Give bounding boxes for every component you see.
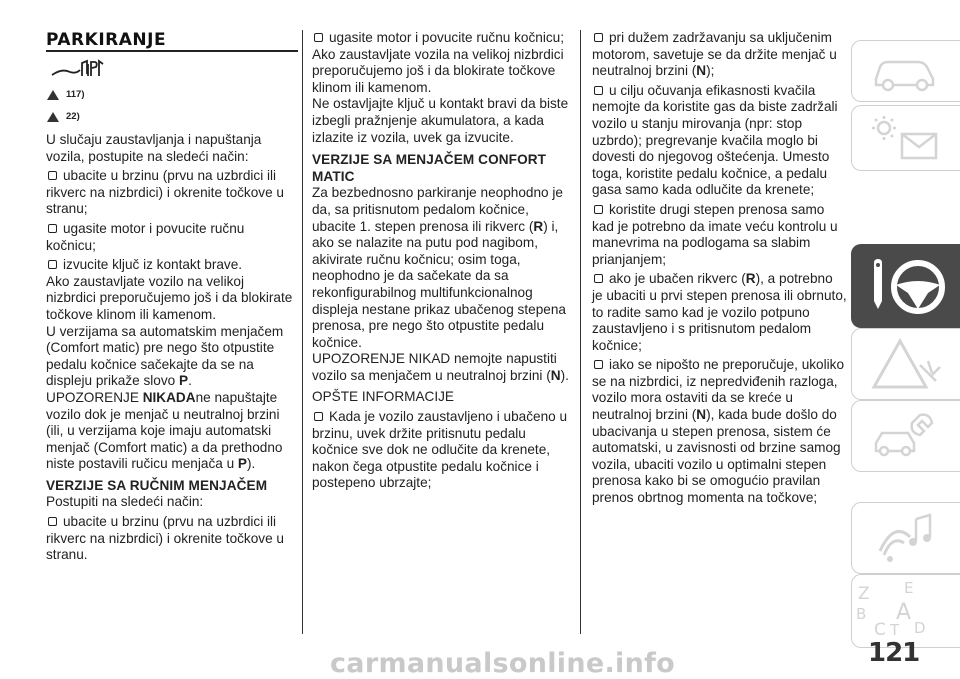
bullet-icon bbox=[594, 205, 603, 214]
parking-icon bbox=[50, 58, 296, 84]
tab-car-overview[interactable] bbox=[851, 40, 960, 102]
bullet-icon bbox=[594, 360, 603, 369]
bullet-icon bbox=[594, 33, 603, 42]
bullet-icon bbox=[594, 274, 603, 283]
list-item: koristite drugi stepen prenosa samo kad je potrebno da imate veću kontrolu u manevrima na podlogama sa slabim prianjanjem; bbox=[592, 201, 838, 267]
svg-text:A: A bbox=[896, 600, 912, 625]
tab-dashboard[interactable] bbox=[851, 105, 960, 171]
list-item: izvucite ključ iz kontakt brave. bbox=[46, 257, 296, 274]
column-2 bbox=[312, 30, 570, 495]
hazard-triangle-icon bbox=[870, 337, 942, 393]
svg-text:T: T bbox=[890, 621, 900, 639]
list-item: ubacite u brzinu (prvu na uzbrdici ili rikverc na nizbrdici) i okrenite točkove u stranu. bbox=[46, 514, 284, 563]
tab-index[interactable] bbox=[851, 574, 960, 648]
column-3 bbox=[592, 30, 847, 510]
paragraph: UPOZORENJE NIKADAne napuštajte vozilo dok je menjač u neutralnoj brzini (ili, u verzijama koje imaju automatski menjač (Comfort matic) a da prethodno niste postavili ručicu menjača u P). bbox=[46, 389, 283, 472]
bullet-icon bbox=[48, 224, 57, 233]
wrench-car-icon bbox=[870, 409, 942, 465]
bullet-icon bbox=[594, 86, 603, 95]
paragraph: U slučaju zaustavljanja i napuštanja vozila, postupite na sledeći način: bbox=[46, 132, 262, 164]
subheading: VERZIJE SA MENJAČEM CONFORT MATIC bbox=[312, 152, 547, 184]
bullet-icon bbox=[48, 171, 57, 180]
svg-text:Z: Z bbox=[858, 584, 870, 604]
paragraph: OPŠTE INFORMACIJE bbox=[312, 389, 454, 405]
caution-ref-number: 22) bbox=[66, 110, 80, 122]
list-item: pri dužem zadržavanju sa uključenim motorom, savetuje se da držite menjač u neutralnoj brzini (N); bbox=[592, 30, 837, 79]
title-underline bbox=[46, 50, 298, 52]
list-item: ugasite motor i povucite ručnu kočnicu; bbox=[46, 220, 245, 253]
list-item: ako je ubačen rikverc (R), a potrebno je ubaciti u prvi stepen prenosa ili obrnuto, to radite samo kad je vozilo potpuno zaustavljeno i s pritisnutom pedalom kočnice; bbox=[592, 271, 847, 353]
list-item: iako se nipošto ne preporučuje, ukoliko se na nizbrdici, iz nepredviđenih razloga, vozilo mora ostaviti da se kreće u neutralnoj brzini (N), kada bude došlo do ubacivanja u stepen prenosa, sistem će automatski, u zavisnosti od brzine samog vozila, ubaciti vozilo u optimalni stepen prenosa kako bi se omogućio pravilan prenos obrtnog momenta na točkove; bbox=[592, 357, 845, 506]
column-1 bbox=[46, 58, 296, 567]
caution-triangle-icon bbox=[46, 111, 60, 123]
caution-reference bbox=[46, 106, 296, 128]
paragraph: U verzijama sa automatskim menjačem (Comfort matic) pre nego što otpustite pedalu kočnice sačekajte da se na displeju prikaže slovo P. bbox=[46, 323, 284, 389]
paragraph: Postupiti na sledeći način: bbox=[46, 494, 204, 510]
tab-maintenance[interactable] bbox=[851, 400, 960, 472]
bullet-icon bbox=[48, 260, 57, 269]
paragraph: Ako zaustavljate vozilo na velikoj nizbrdici preporučujemo još i da blokirate točkove klinom ili kamenom. bbox=[46, 273, 293, 322]
bullet-icon bbox=[314, 33, 323, 42]
list-item: Kada je vozilo zaustavljeno i ubačeno u brzinu, uvek držite pritisnutu pedalu kočnice sve dok ne odlučite da krenete, nakon čega otpustite pedalu kočnice i postepeno ubrzajte; bbox=[312, 409, 568, 491]
tab-emergency[interactable] bbox=[851, 328, 960, 400]
svg-text:D: D bbox=[914, 619, 926, 637]
warning-triangle-icon bbox=[46, 89, 60, 101]
column-divider bbox=[302, 30, 303, 634]
bullet-icon bbox=[314, 412, 323, 421]
watermark: carmanualsonline.info bbox=[330, 648, 676, 679]
dashboard-icon bbox=[870, 114, 942, 164]
car-icon bbox=[870, 49, 940, 93]
section-title: PARKIRANJE bbox=[46, 30, 167, 50]
paragraph: UPOZORENJE NIKAD nemojte napustiti vozilo sa menjačem u neutralnoj brzini (N). bbox=[312, 351, 569, 383]
warning-ref-number: 117) bbox=[66, 88, 85, 100]
list-item: ugasite motor i povucite ručnu kočnicu; bbox=[312, 30, 570, 47]
index-letters-icon bbox=[854, 579, 930, 641]
subheading: VERZIJE SA RUČNIM MENJAČEM bbox=[46, 477, 268, 493]
list-item: ubacite u brzinu (prvu na uzbrdici ili rikverc na nizbrdici) i okrenite točkove u stranu; bbox=[46, 168, 284, 217]
page-number: 121 bbox=[868, 638, 920, 668]
svg-text:C: C bbox=[874, 620, 886, 640]
paragraph: Ako zaustavljate vozila na velikoj nizbrdici preporučujemo još i da blokirate točkove klinom ili kamenom. bbox=[312, 46, 564, 95]
bullet-icon bbox=[48, 517, 57, 526]
paragraph: Ne ostavljajte ključ u kontakt bravi da biste izbegli pražnjenje akumulatora, a kada izlazite iz vozila, uvek ga izvucite. bbox=[312, 96, 569, 145]
tab-starting-driving[interactable] bbox=[851, 244, 960, 328]
warning-reference bbox=[46, 84, 296, 106]
steering-wheel-key-icon bbox=[866, 257, 950, 319]
tab-multimedia[interactable] bbox=[851, 502, 960, 574]
paragraph: Za bezbednosno parkiranje neophodno je da, sa pritisnutom pedalom kočnice, ubacite 1. stepen prenosa ili rikverc (R) i, ako se nalazite na putu pod nagibom, akivirate ručnu kočnicu; osim toga, neophodno je da sačekate da sa rekonfigurabilnog multifunkcionalnog displeja nestane prikaz ubačenog stepena prenosa, pre nego što otpustite pedalu kočnice. bbox=[312, 185, 566, 350]
column-divider bbox=[580, 30, 581, 634]
multimedia-icon bbox=[870, 511, 942, 567]
svg-text:B: B bbox=[856, 605, 867, 623]
svg-text:E: E bbox=[904, 579, 914, 597]
list-item: u cilju očuvanja efikasnosti kvačila nemojte da koristite gas da biste zadržali vozilo u stanju mirovanja (npr: stop uzbrdo); pregrevanje kvačila moglo bi dovesti do njegovog oštećenja. Umesto toga, koristite pedalu kočnice, a pedalu gasa samo kada odlučite da krenete; bbox=[592, 82, 838, 198]
